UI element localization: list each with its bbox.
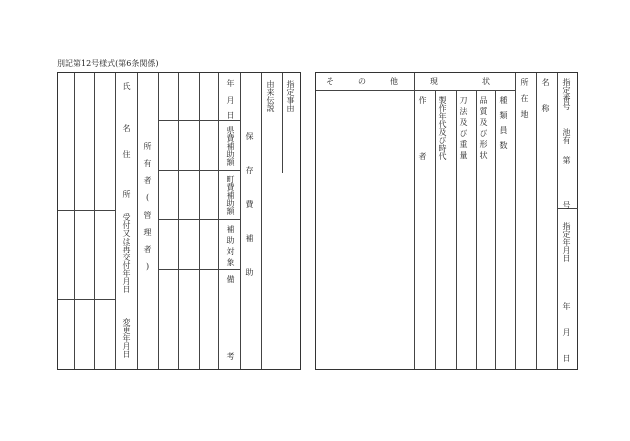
location-label: 所在地 <box>520 78 529 126</box>
owner-address-label-bottom: 所 <box>122 190 131 198</box>
grid-line <box>158 269 240 270</box>
owner-name-label-top: 氏 <box>122 82 131 90</box>
owner-address-label-top: 住 <box>122 150 131 158</box>
town-subsidy-label: 町費補助額 <box>226 175 235 215</box>
grid-line <box>261 73 262 369</box>
grid-line <box>316 90 515 91</box>
grid-line <box>435 90 436 369</box>
remarks-label-top: 備 <box>226 275 235 283</box>
day-label: 日 <box>562 354 571 362</box>
quality-shape-label: 品質及び形状 <box>479 96 488 162</box>
grid-line <box>94 73 95 369</box>
grid-line <box>495 90 496 369</box>
year-label: 年 <box>562 302 571 310</box>
current-state-header: 現状 <box>430 77 534 86</box>
grid-line <box>476 90 477 369</box>
grid-line <box>240 73 241 369</box>
grid-line <box>456 90 457 369</box>
prefecture-subsidy-label: 県費補助額 <box>226 126 235 166</box>
left-register-table <box>57 72 301 370</box>
dai-label: 第 <box>562 156 571 164</box>
grid-line <box>115 73 116 369</box>
date-month-label: 月 <box>226 96 235 104</box>
grid-line <box>536 73 537 369</box>
owner-column-label: 所有者(管理者) <box>143 142 152 280</box>
grid-line <box>515 73 516 369</box>
other-header: その他 <box>326 77 422 86</box>
origin-legend-label: 由来伝説 <box>266 80 275 112</box>
subsidy-target-label: 補助対象 <box>226 225 235 269</box>
designation-date-label: 指定年月日 <box>562 222 571 262</box>
month-label: 月 <box>562 328 571 336</box>
form-caption: 別記第12号様式(第6条関係) <box>57 59 159 68</box>
grid-line <box>137 73 138 369</box>
owner-name-label-bottom: 名 <box>122 124 131 132</box>
date-day-label: 日 <box>226 111 235 119</box>
date-year-label: 年 <box>226 79 235 87</box>
remarks-label-bottom: 考 <box>226 352 235 360</box>
grid-line <box>218 73 219 369</box>
grid-line <box>158 120 240 121</box>
grid-line <box>158 170 240 171</box>
grid-line <box>74 73 75 369</box>
maker-label: 作者 <box>418 96 427 208</box>
grid-line <box>199 73 200 369</box>
grid-line <box>178 73 179 369</box>
receive-date-label: 受付又は再交付年月日 <box>122 213 131 293</box>
go-label: 号 <box>562 201 571 209</box>
grid-line <box>158 219 240 220</box>
designation-reason-label: 指定事由 <box>286 80 295 112</box>
grid-line <box>557 73 558 369</box>
name-label: 名称 <box>541 78 550 130</box>
grid-line <box>282 73 283 173</box>
change-date-label: 変更年月日 <box>122 318 131 358</box>
preservation-subsidy-label: 保存費補助 <box>245 132 254 302</box>
grid-line <box>58 210 115 211</box>
grid-line <box>414 90 415 369</box>
kind-count-label: 種類員数 <box>499 96 508 156</box>
blade-weight-label: 刀法及び重量 <box>459 96 468 162</box>
era-label: 製作年代及び時代 <box>438 96 447 160</box>
grid-line <box>58 299 115 300</box>
grid-line <box>158 73 159 369</box>
ike-label: 池有 <box>562 128 571 144</box>
designation-number-label: 指定番号 <box>562 78 571 110</box>
